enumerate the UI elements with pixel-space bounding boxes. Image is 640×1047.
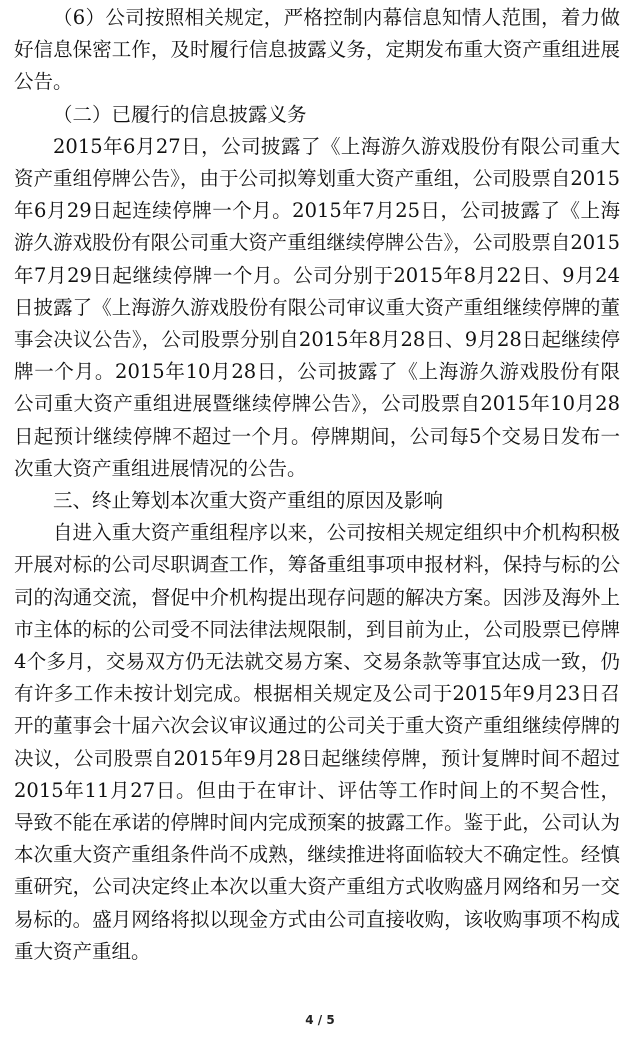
page-number: 4 / 5 — [305, 1013, 335, 1027]
section-heading-termination: 三、终止筹划本次重大资产重组的原因及影响 — [53, 489, 444, 513]
paragraph-termination-reasons: 自进入重大资产重组程序以来，公司按相关规定组织中介机构积极开展对标的公司尽职调查工作，筹备重组事项申报材料，保持与标的公司的沟通交流，督促中介机构提出现存问题的解决方案。因涉及海外上市主体的标的公司受不同法律法规限制，到目前为止，公司股票已停牌4个多月，交易双方仍无法就交易方案、交易条款等事宜达成一致，仍有许多工作未按计划完成。根据相关规定及公司于2015年9月23日召开的董事会十届六次会议审议通过的公司关于重大资产重组继续停牌的决议，公司股票自2015年9月28日起继续停牌，预计复牌时间不超过2015年11月27日。但由于在审计、评估等工作时间上的不契合性，导致不能在承诺的停牌时间内完成预案的披露工作。鉴于此，公司认为本次重大资产重组条件尚不成熟，继续推进将面临较大不确定性。经慎重研究，公司决定终止本次以重大资产重组方式收购盛月网络和另一交易标的。盛月网络将拟以现金方式由公司直接收购，该收购事项不构成重大资产重组。 — [14, 521, 620, 963]
section-heading-disclosure: （二）已履行的信息披露义务 — [53, 102, 307, 126]
paragraph-confidentiality: （6）公司按照相关规定，严格控制内幕信息知情人范围，着力做好信息保密工作，及时履行信息披露义务，定期发布重大资产重组进展公告。 — [14, 6, 620, 94]
paragraph-disclosure-history: 2015年6月27日，公司披露了《上海游久游戏股份有限公司重大资产重组停牌公告》，由于公司拟筹划重大资产重组，公司股票自2015年6月29日起连续停牌一个月。2015年7月25日，公司披露了《上海游久游戏股份有限公司重大资产重组继续停牌公告》，公司股票自2015年7月29日起继续停牌一个月。公司分别于2015年8月22日、9月24日披露了《上海游久游戏股份有限公司审议重大资产重组继续停牌的董事会决议公告》，公司股票分别自2015年8月28日、9月28日起继续停牌一个月。2015年10月28日，公司披露了《上海游久游戏股份有限公司重大资产重组进展暨继续停牌公告》，公司股票自2015年10月28日起预计继续停牌不超过一个月。停牌期间，公司每5个交易日发布一次重大资产重组进展情况的公告。 — [14, 134, 620, 480]
